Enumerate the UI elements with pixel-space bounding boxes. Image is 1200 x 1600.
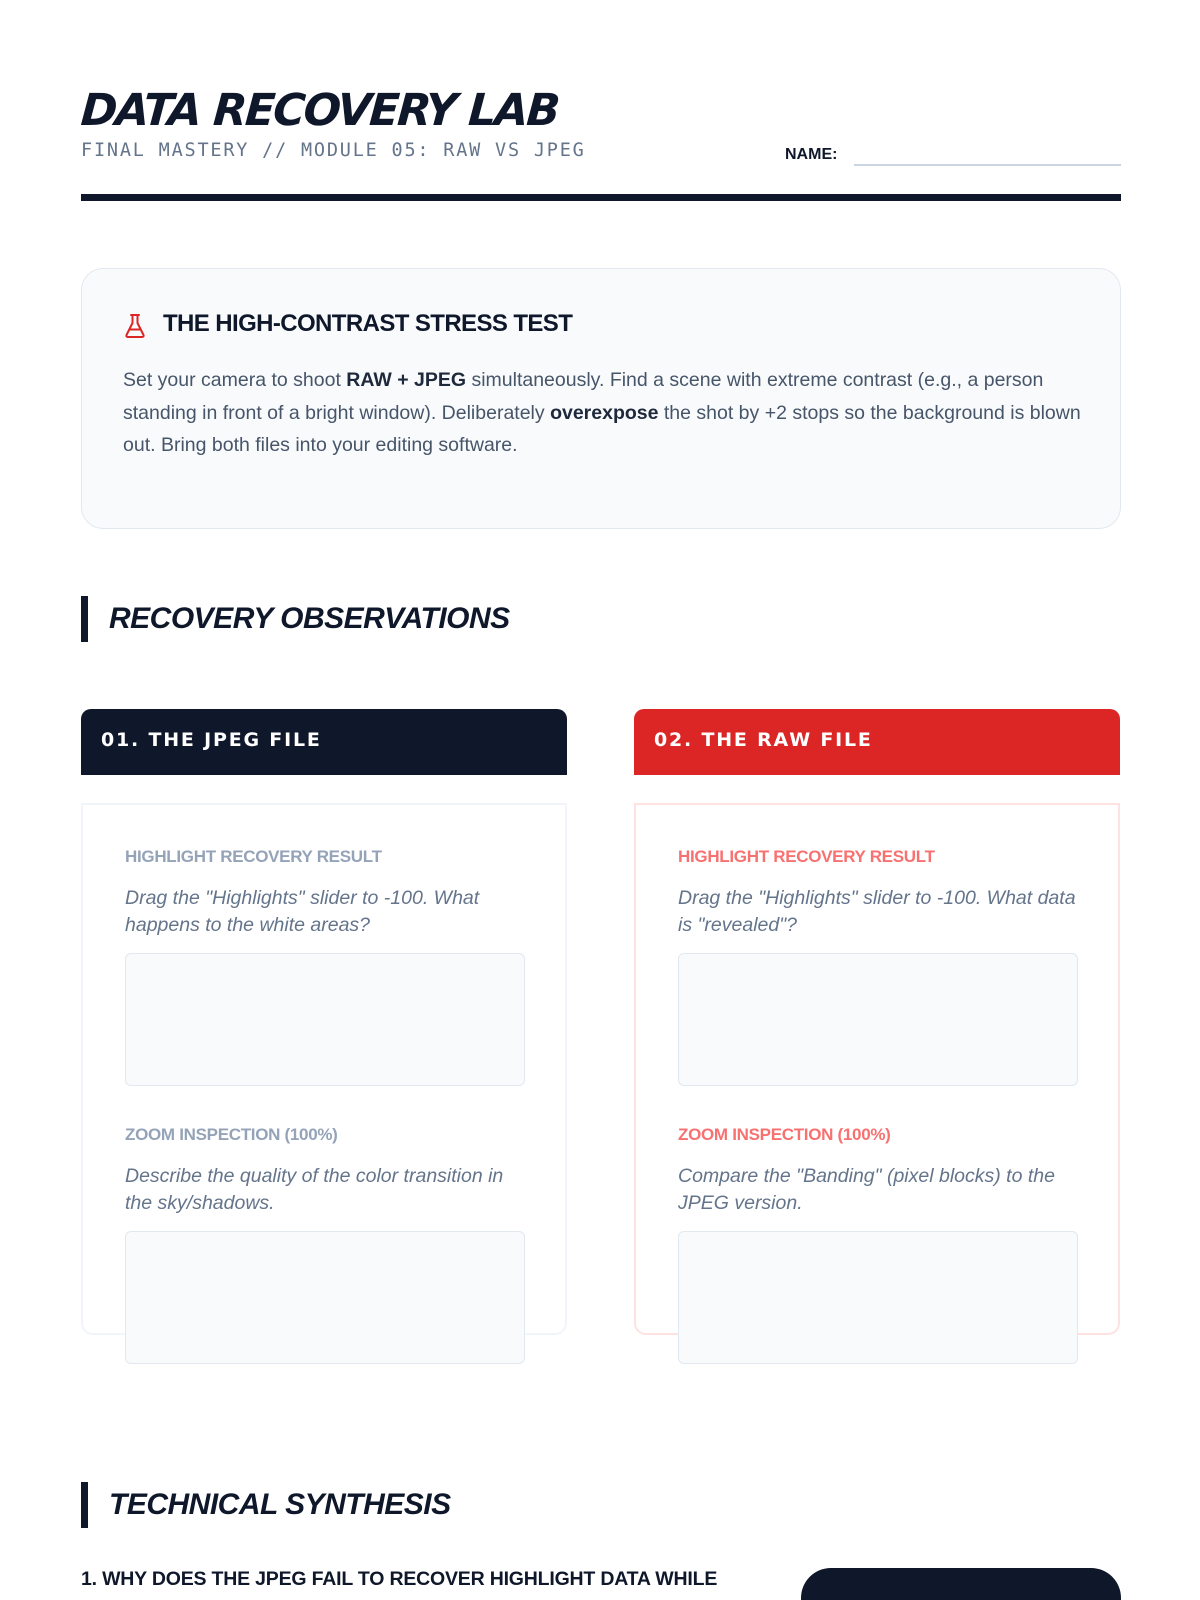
raw-highlight-label: HIGHLIGHT RECOVERY RESULT [678, 847, 935, 866]
name-label: NAME: [785, 146, 838, 163]
raw-zoom-label: ZOOM INSPECTION (100%) [678, 1125, 891, 1144]
answer-pill [801, 1568, 1121, 1600]
jpeg-zoom-prompt: Describe the quality of the color transition in the sky/shadows. [125, 1165, 504, 1214]
raw-observation-panel [634, 803, 1120, 1335]
stress-test-title: THE HIGH-CONTRAST STRESS TEST [163, 310, 573, 337]
jpeg-highlight-label: HIGHLIGHT RECOVERY RESULT [125, 847, 382, 866]
stress-test-card [81, 268, 1121, 529]
page-subtitle: FINAL MASTERY // MODULE 05: RAW VS JPEG [81, 140, 586, 161]
jpeg-observation-panel [81, 803, 567, 1335]
raw-zoom-answer[interactable] [678, 1231, 1078, 1364]
worksheet-header [81, 84, 1121, 201]
flask-icon [124, 313, 146, 339]
synthesis-question-1: 1. WHY DOES THE JPEG FAIL TO RECOVER HIGHLIGHT DATA WHILE [81, 1568, 718, 1590]
jpeg-file-header: 01. THE JPEG FILE [81, 709, 567, 775]
stress-test-instructions: Set your camera to shoot RAW + JPEG simultaneously. Find a scene with extreme contrast (e.g., a person standing in front of a bright window). Deliberately overexpose the shot by +2 stops so the background is blown out. Bring both files into your editing software. [123, 369, 1081, 456]
section-heading-synthesis: TECHNICAL SYNTHESIS [81, 1482, 451, 1528]
jpeg-highlight-answer[interactable] [125, 953, 525, 1086]
raw-file-header: 02. THE RAW FILE [634, 709, 1120, 775]
page-title: DATA RECOVERY LAB [79, 85, 560, 136]
raw-zoom-prompt: Compare the "Banding" (pixel blocks) to the JPEG version. [678, 1165, 1055, 1214]
raw-highlight-answer[interactable] [678, 953, 1078, 1086]
raw-highlight-prompt: Drag the "Highlights" slider to -100. What data is "revealed"? [678, 887, 1076, 936]
jpeg-zoom-label: ZOOM INSPECTION (100%) [125, 1125, 338, 1144]
jpeg-highlight-prompt: Drag the "Highlights" slider to -100. What happens to the white areas? [125, 887, 480, 936]
header-divider [81, 194, 1121, 201]
name-field[interactable] [854, 164, 1121, 166]
section-heading-recovery: RECOVERY OBSERVATIONS [81, 596, 510, 642]
jpeg-zoom-answer[interactable] [125, 1231, 525, 1364]
